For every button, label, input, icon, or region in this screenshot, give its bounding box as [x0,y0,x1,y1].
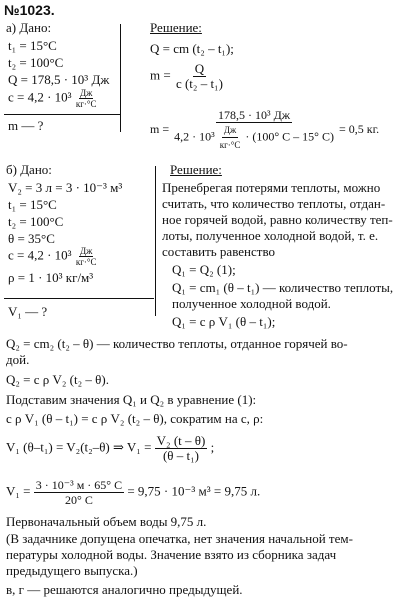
part-b-c-unit [75,246,98,267]
part-b-note-line-1: (В задачнике допущена опечатка, нет значения начальной тем- [6,531,353,546]
part-b-sol-line-5: составить равенство [162,244,275,259]
closing-note: в, г — решаются аналогично предыдущей. [6,582,243,597]
part-b-note-line-3: предыдущего выпуска.) [6,563,138,578]
part-b-num-frac [34,478,124,507]
part-b-v-eq [6,434,214,463]
part-b-given-rho: ρ = 1 · 10³ кг/м³ [8,270,94,285]
problem-number: №1023. [4,2,55,18]
part-a-eq3-den [172,123,336,152]
part-a-given-q: Q = 178,5 · 10³ Дж [8,72,110,87]
part-a-header [6,20,51,36]
part-b-given-divider [4,298,154,299]
part-a-vertical-divider [120,24,121,132]
part-b-find: V₁ — ? [8,304,48,319]
part-b-num-result: = 9,75 · 10⁻³ м³ = 9,75 л. [127,483,261,499]
part-a-eq3 [150,108,379,152]
part-b-subst: Подставим значения Q₁ и Q₂ в уравнение (1): [6,392,257,407]
part-b-solution-header: Решение: [170,162,222,177]
part-a-given-t2: t₂ = 100°C [8,55,64,70]
part-a-given-c [8,88,98,109]
part-a-find: m — ? [8,118,44,133]
part-b-answer: Первоначальный объем воды 9,75 л. [6,514,207,529]
part-a-eq2-num: Q [194,61,205,76]
part-a-eq3-den-b: · (100° C – 15° C) [245,129,334,144]
part-a-eq2-lhs: m = [150,67,171,83]
part-b-sol-line-2: считать, что количество теплоты, отдан- [162,196,386,211]
part-b-given-v2: V₂ = 3 л = 3 · 10⁻³ м³ [8,180,123,195]
part-b-note-line-2: пературы холодной воды. Значение взято из сборника задач [6,547,337,562]
part-b-vertical-divider [155,166,156,316]
part-b-num-lhs: V₁ = [6,483,31,499]
part-b-header: б) Дано: [6,162,52,177]
part-b-given-c [8,246,98,267]
part-b-given-t1: t₁ = 15°C [8,197,57,212]
part-b-given-theta: θ = 35°C [8,231,55,246]
part-b-c-unit-num: Дж [79,246,93,256]
part-a-eq2 [150,62,225,91]
part-b-given-t2: t₂ = 100°C [8,214,64,229]
part-a-eq3-num: 178,5 · 10³ Дж [218,108,291,122]
part-b-eq-q1q2: Q₁ = Q₂ (1); [172,262,236,277]
part-b-subst-eq: c ρ V₁ (θ – t₁) = c ρ V₂ (t₂ – θ), сократим на c, ρ: [6,411,264,426]
part-b-num-den: 20° C [65,493,93,507]
part-b-c-unit-den: кг·°C [75,257,97,267]
part-b-eq-q2-rho: Q₂ = c ρ V₂ (t₂ – θ). [6,372,109,387]
part-b-sol-line-4: лоты, полученное холодной водой, т. е. [162,228,379,243]
part-b-v-eq-frac [155,434,208,463]
part-b-sol-line-3: ное горячей водой, равно количеству теп- [162,212,393,227]
part-b-given-c-value: c = 4,2 · 10³ [8,247,72,263]
part-a-eq1: Q = cm (t₂ – t₁); [150,41,234,56]
part-a-eq2-den: c (t₂ – t₁) [175,76,223,91]
part-b-eq-q1-def-1: Q₁ = cm₁ (θ – t₁) — количество теплоты, [172,280,394,295]
part-a-eq3-den-unit [218,123,243,152]
part-b-v-eq-den: (θ – t₁) [162,448,199,463]
part-b-num-num: 3 · 10⁻³ м · 65° C [35,478,123,492]
part-b-eq-q1-def-2: полученное холодной водой. [172,296,331,311]
part-a-eq3-den-unit-den: кг·°C [219,140,241,150]
part-b-eq-q1-rho: Q₁ = c ρ V₁ (θ – t₁); [172,314,276,329]
part-a-eq3-den-a: 4,2 · 10³ [174,129,215,144]
part-a-given-divider [4,114,120,115]
part-a-eq3-lhs: m = [150,121,170,136]
part-b-sol-line-1: Пренебрегая потерями теплоты, можно [162,180,381,195]
part-a-eq2-frac [174,62,225,91]
part-a-solution-header: Решение: [150,20,202,35]
part-b-eq-q2-def-1: Q₂ = cm₂ (t₂ – θ) — количество теплоты, отданное горячей во- [6,336,348,351]
part-b-v-eq-left: V₁ (θ–t₁) = V₂(t₂–θ) ⇒ V₁ = [6,439,152,455]
part-a-c-unit-den: кг·°C [75,99,97,109]
part-a-eq3-result: = 0,5 кг. [338,121,380,136]
part-b-numeric [6,478,260,507]
part-a-header-text: а) Дано: [6,20,52,35]
part-b-v-eq-num: V₂ (t – θ) [156,433,206,448]
part-a-given-t1: t₁ = 15°C [8,38,57,53]
part-a-eq3-den-unit-num: Дж [222,123,238,138]
part-a-c-unit-num: Дж [79,88,93,98]
part-b-v-eq-end: ; [210,439,215,455]
part-b-eq-q2-def-2: дой. [6,352,30,367]
part-a-given-c-value: c = 4,2 · 10³ [8,89,72,105]
part-a-eq3-frac [172,108,336,152]
part-a-c-unit [75,88,98,109]
